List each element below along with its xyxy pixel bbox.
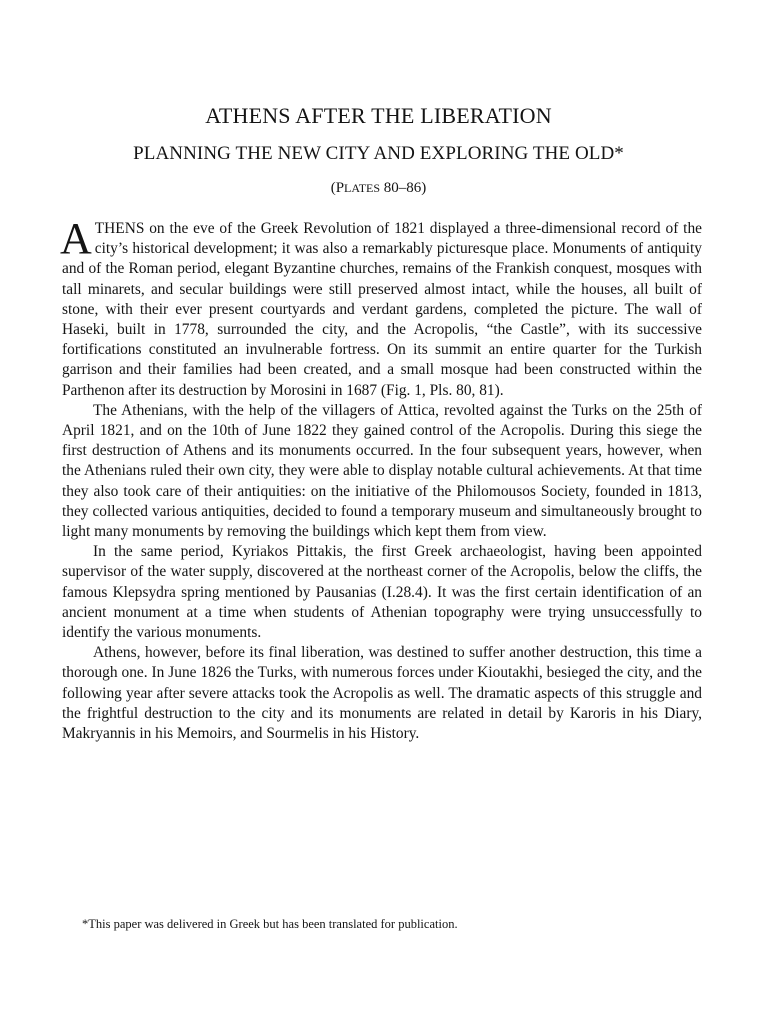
paragraph-3: In the same period, Kyriakos Pittakis, the first Greek archaeologist, having been appointed supervisor of the water supply, discovered at the northeast corner of the Acropolis, below the cliffs, the famous Klepsydra spring mentioned by Pausanias (I.28.4). It was the first certain identification of an ancient monument at a time when students of Athenian topography were trying unsuccessfully to identify the various monuments. [62,543,702,642]
plates-small-caps: LATES [344,181,381,195]
paragraph-1-text: THENS on the eve of the Greek Revolution of 1821 displayed a three-dimensional record of the city’s historical development; it was also a remarkably picturesque place. Monuments of antiquity and of the Roman period, elegant Byzantine churches, remains of the Frankish conquest, mosques with tall minarets, and secular buildings were still preserved almost intact, while the houses, all built of stone, with their ever present courtyards and verdant gardens, completed the picture. The wall of Haseki, built in 1778, surrounded the city, and the Acropolis, “the Castle”, with its successive fortifications constituted an invulnerable fortress. On its summit an entire quarter for the Turkish garrison and their families had been created, and a small mosque had been constructed within the Parthenon after its destruction by Morosini in 1687 (Fig. 1, Pls. 80, 81). [62,220,702,399]
plates-suffix: 80–86) [380,180,427,196]
paragraph-1 [60,214,702,401]
footnote: *This paper was delivered in Greek but has been translated for publication. [82,917,458,931]
article-subtitle: PLANNING THE NEW CITY AND EXPLORING THE OLD* [133,143,624,164]
plates-reference [0,180,757,197]
drop-cap: A [60,214,92,263]
paragraph-4: Athens, however, before its final liberation, was destined to suffer another destruction, this time a thorough one. In June 1826 the Turks, with numerous forces under Kioutakhi, besieged the city, and the following year after severe attacks took the Acropolis as well. The dramatic aspects of this struggle and the frightful destruction to the city and its monuments are related in detail by Karoris in his Diary, Makryannis in his Memoirs, and Sourmelis in his History. [62,644,702,743]
article-title: ATHENS AFTER THE LIBERATION [205,103,552,128]
article-body [60,214,702,744]
paragraph-2: The Athenians, with the help of the villagers of Attica, revolted against the Turks on the 25th of April 1821, and on the 10th of June 1822 they gained control of the Acropolis. During this siege the first destruction of Athens and its monuments occurred. In the four subsequent years, however, when the Athenians ruled their own city, they were able to display notable cultural achievements. At that time they also took care of their antiquities: on the initiative of the Philomousos Society, founded in 1813, they collected various antiquities, decided to found a temporary museum and simultaneously brought to light many monuments by removing the buildings which kept them from view. [62,401,702,541]
plates-prefix: (P [330,180,345,196]
